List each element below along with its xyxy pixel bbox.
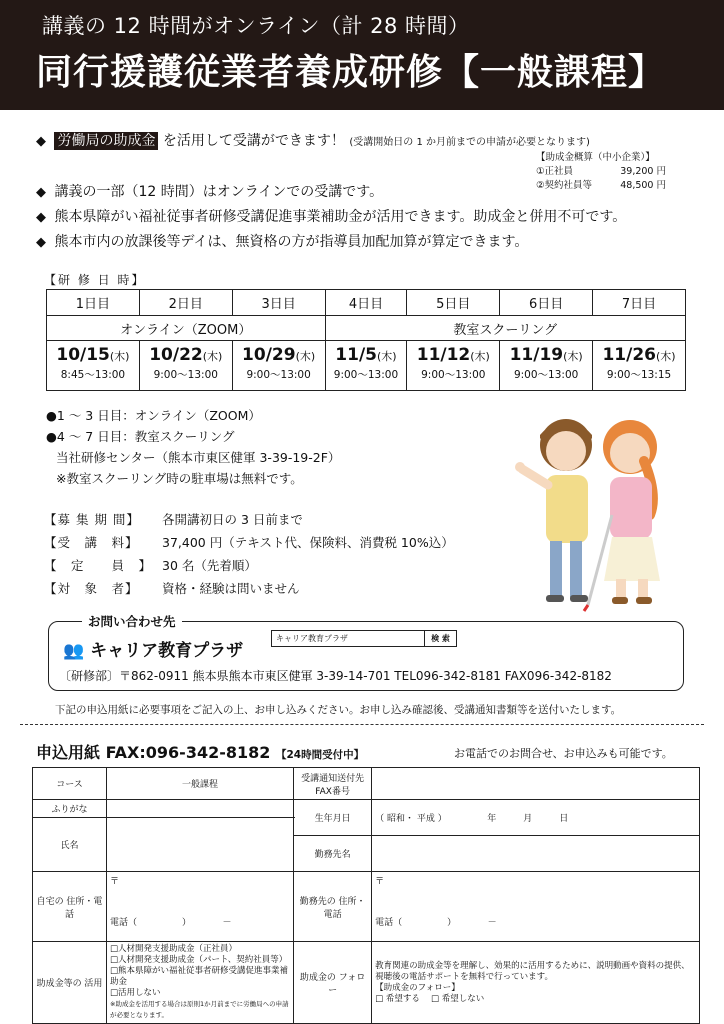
- subsidy-row: [536, 165, 666, 179]
- info-value: 各開講初日の 3 日前まで: [162, 512, 303, 527]
- bullet-prefecture-grant: [36, 206, 626, 226]
- session-date: 10/29: [242, 345, 296, 365]
- apply-note: 下記の申込用紙に必要事項をご記入の上、お申し込みください。お申し込み確認後、受講通知書類等を送付いたします。: [55, 704, 622, 716]
- session-time: 9:00～13:00: [513, 369, 579, 381]
- grant-checkbox[interactable]: □熊本県障がい福祉従事者研修受講促進事業補助金: [110, 966, 289, 987]
- home-address-field[interactable]: [107, 872, 294, 942]
- note-line: ●4 ～ 7 日目：教室スクーリング: [46, 429, 235, 444]
- session-weekday: (木): [295, 350, 316, 363]
- diamond-icon: ◆: [36, 134, 46, 149]
- form-label: 助成金の フォロー: [294, 942, 372, 1024]
- day-header: 3日目: [232, 290, 325, 316]
- session-date: 10/15: [56, 345, 110, 365]
- subsidy-row-value: 39,200 円: [620, 166, 666, 177]
- session-weekday: (木): [377, 350, 397, 363]
- info-row: [44, 508, 454, 531]
- session-date: 10/22: [149, 345, 203, 365]
- header-banner: [0, 0, 724, 110]
- info-row: [44, 531, 454, 554]
- application-form: [32, 767, 700, 1024]
- follow-up-subtitle: 【助成金のフォロー】: [375, 982, 460, 993]
- bullet-text: を活用して受講ができます！: [162, 133, 345, 149]
- info-label: 【対 象 者】: [44, 581, 139, 596]
- grant-checkbox[interactable]: □人材開発支援助成金（パート、契約社員等）: [110, 955, 288, 965]
- subsidy-row-label: ②契約社員等: [536, 180, 593, 191]
- info-label: 【 定 員 】: [44, 558, 153, 573]
- bullet-subsidy: [36, 130, 590, 150]
- search-button: 検 索: [424, 631, 456, 646]
- info-label: 【受 講 料】: [44, 535, 139, 550]
- form-label: コース: [33, 768, 107, 800]
- schedule-notes: [46, 405, 340, 489]
- info-value: 30 名（先着順）: [162, 558, 257, 573]
- org-name: [63, 636, 243, 661]
- session-weekday: (木): [563, 350, 583, 363]
- search-bar: [271, 630, 457, 647]
- workplace-field[interactable]: [372, 836, 700, 872]
- people-icon: 👥: [63, 641, 85, 661]
- form-label: 自宅の 住所・電話: [33, 872, 107, 942]
- session-time: 9:00～13:00: [153, 369, 218, 381]
- search-query: キャリア教育プラザ: [276, 634, 348, 643]
- info-label: 【募 集 期 間】: [44, 512, 140, 527]
- form-label: 生年月日: [294, 800, 372, 836]
- form-label: 勤務先名: [294, 836, 372, 872]
- day-header: 2日目: [139, 290, 232, 316]
- follow-up-text: 教育関連の助成金等を理解し、効果的に活用するために、説明動画や資料の提供、視聴後の電話サポートを無料で行っています。: [375, 960, 690, 982]
- subsidy-row: [536, 179, 666, 193]
- diamond-icon: ◆: [36, 210, 46, 225]
- form-label: 助成金等の 活用: [33, 942, 107, 1024]
- course-value: 一般課程: [107, 768, 294, 800]
- grant-note: ※助成金を活用する場合は原則1か月前までに労働局への申請が必要となります。: [110, 1000, 289, 1019]
- bullet-online: [36, 181, 383, 201]
- session-weekday: (木): [109, 350, 130, 363]
- tel-line: 電話（ ） －: [375, 918, 497, 928]
- info-row: [44, 554, 454, 577]
- form-phone-note: お電話でのお問合せ、お申込みも可能です。: [454, 747, 673, 760]
- info-value: 37,400 円（テキスト代、保険料、消費税 10%込）: [162, 535, 454, 550]
- session-cell: [47, 341, 140, 391]
- diamond-icon: ◆: [36, 235, 46, 250]
- org-name-text: キャリア教育プラザ: [90, 641, 244, 661]
- contact-title: お問い合わせ先: [82, 612, 182, 630]
- birthdate-field[interactable]: （ 昭和・ 平成 ） 年 月 日: [372, 800, 700, 836]
- session-time: 9:00～13:15: [606, 369, 672, 381]
- info-value: 資格・経験は問いません: [162, 581, 300, 596]
- note-line: 当社研修センター（熊本市東区健軍 3-39-19-2F）: [56, 450, 341, 465]
- grant-checkbox[interactable]: □人材開発支援助成金（正社員）: [110, 944, 238, 954]
- contact-box: [48, 621, 684, 691]
- session-weekday: (木): [656, 350, 676, 363]
- session-time: 9:00～13:00: [421, 369, 486, 381]
- zip-mark: 〒: [110, 877, 120, 887]
- subsidy-title: 【助成金概算（中小企業）】: [536, 152, 655, 163]
- form-label: ふりがな: [33, 800, 107, 818]
- name-field[interactable]: [107, 818, 294, 872]
- guide-helper-illustration: [508, 405, 688, 615]
- header-subtitle: 講義の 12 時間がオンライン（計 28 時間）: [42, 14, 470, 38]
- fax-number-field[interactable]: [372, 768, 700, 800]
- follow-up-section: [372, 942, 700, 1024]
- bullet-after-school: [36, 231, 528, 251]
- day-header: 6日目: [500, 290, 593, 316]
- session-cell: [500, 341, 593, 391]
- bullet-text: 熊本市内の放課後等デイは、無資格の方が指導員加配加算が算定できます。: [54, 234, 529, 250]
- session-time: 9:00～13:00: [246, 369, 311, 381]
- follow-up-checkboxes[interactable]: □ 希望する □ 希望しない: [375, 993, 485, 1004]
- form-label: 氏名: [33, 818, 107, 872]
- session-weekday: (木): [470, 350, 490, 363]
- session-date: 11/5: [335, 345, 377, 365]
- session-time: 8:45～13:00: [60, 369, 126, 381]
- form-title: [36, 740, 364, 763]
- form-label: 勤務先の 住所・電話: [294, 872, 372, 942]
- mode-classroom: 教室スクーリング: [325, 316, 685, 341]
- subsidy-row-value: 48,500 円: [620, 180, 666, 191]
- contact-address: 〔研修部〕〒862-0911 熊本県熊本市東区健軍 3-39-14-701 TEL096-342-8181 FAX096-342-8182: [59, 669, 612, 683]
- bullet-text: 講義の一部（12 時間）はオンラインでの受講です。: [54, 184, 384, 200]
- day-header: 4日目: [325, 290, 407, 316]
- cut-line: [20, 724, 704, 725]
- form-title-text: 申込用紙 FAX:096-342-8182: [36, 743, 271, 762]
- bullet-text: 熊本県障がい福祉従事者研修受講促進事業補助金が活用できます。助成金と併用不可です。: [54, 209, 627, 225]
- furigana-field[interactable]: [107, 800, 294, 818]
- grant-checkbox[interactable]: □活用しない: [110, 988, 161, 998]
- session-date: 11/19: [509, 345, 564, 365]
- session-date: 11/12: [416, 345, 471, 365]
- schedule-title: 【研 修 日 時】: [44, 273, 146, 287]
- session-cell: [407, 341, 500, 391]
- info-row: [44, 577, 454, 600]
- form-label: 受講通知送付先 FAX番号: [294, 768, 372, 800]
- note-line: ※教室スクーリング時の駐車場は無料です。: [56, 471, 303, 486]
- work-address-field[interactable]: [372, 872, 700, 942]
- session-cell: [232, 341, 325, 391]
- form-title-tag: 【24時間受付中】: [275, 749, 365, 761]
- header-title: 同行援護従業者養成研修【一般課程】: [36, 52, 666, 93]
- day-header: 5日目: [407, 290, 500, 316]
- grant-options: [107, 942, 294, 1024]
- session-cell: [139, 341, 232, 391]
- session-date: 11/26: [602, 345, 656, 365]
- session-weekday: (木): [202, 350, 223, 363]
- bullet-note: (受講開始日の 1 か月前までの申請が必要となります): [349, 137, 590, 148]
- subsidy-estimate: [536, 151, 666, 193]
- tel-line: 電話（ ） －: [110, 918, 232, 928]
- course-info: [44, 508, 454, 600]
- zip-mark: 〒: [375, 877, 385, 887]
- session-cell: [593, 341, 686, 391]
- session-time: 9:00～13:00: [333, 369, 399, 381]
- day-header: 7日目: [593, 290, 686, 316]
- note-line: ●1 ～ 3 日目：オンライン（ZOOM）: [46, 408, 261, 423]
- subsidy-row-label: ①正社員: [536, 166, 574, 177]
- subsidy-highlight: 労働局の助成金: [54, 132, 158, 150]
- diamond-icon: ◆: [36, 185, 46, 200]
- session-cell: [325, 341, 407, 391]
- mode-online: オンライン（ZOOM）: [47, 316, 326, 341]
- schedule-table: [46, 289, 686, 391]
- day-header: 1日目: [47, 290, 140, 316]
